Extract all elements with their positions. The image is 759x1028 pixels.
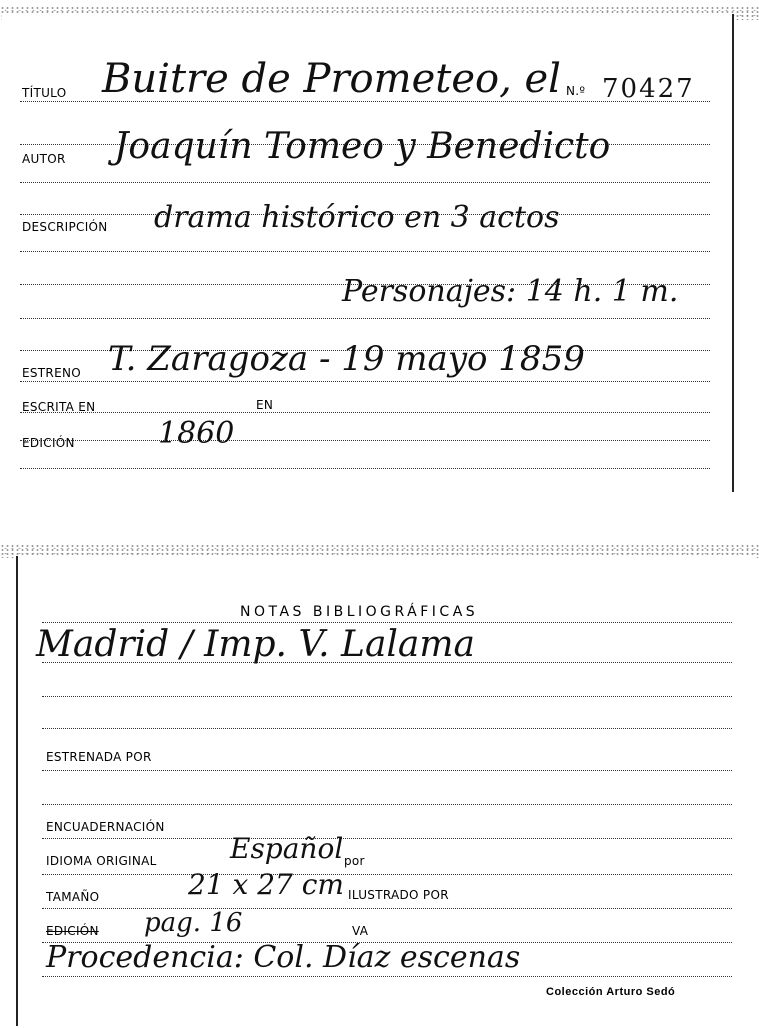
row-rule bbox=[20, 251, 710, 252]
escrita-en-label: ESCRITA EN bbox=[22, 400, 96, 414]
catalog-card-bottom bbox=[16, 556, 754, 1026]
row-rule bbox=[20, 318, 710, 319]
tamano-label: TAMAÑO bbox=[46, 890, 100, 904]
estreno-value: T. Zaragoza - 19 mayo 1859 bbox=[108, 339, 585, 379]
descripcion-value: drama histórico en 3 actos bbox=[154, 200, 560, 235]
estreno-label: ESTRENO bbox=[22, 366, 81, 380]
va-label: VA bbox=[352, 924, 369, 938]
edicion-value: pag. 16 bbox=[144, 908, 243, 938]
numero-label: N.º bbox=[566, 84, 586, 98]
numero-value: 70427 bbox=[602, 74, 695, 104]
tamano-value: 21 x 27 cm bbox=[188, 868, 344, 901]
autor-label: AUTOR bbox=[22, 152, 66, 166]
idioma-original-value: Español bbox=[230, 832, 344, 865]
ilustrado-por-label: ILUSTRADO POR bbox=[348, 888, 449, 902]
descripcion-label: DESCRIPCIÓN bbox=[22, 220, 108, 234]
procedencia-value: Procedencia: Col. Díaz escenas bbox=[46, 940, 521, 975]
notas-value: Madrid / Imp. V. Lalama bbox=[36, 624, 475, 665]
personajes-value: Personajes: 14 h. 1 m. bbox=[342, 274, 679, 309]
row-rule bbox=[20, 412, 710, 413]
row-rule bbox=[42, 770, 732, 771]
edicion-label: EDICIÓN bbox=[22, 436, 75, 450]
catalog-card-top bbox=[2, 14, 734, 492]
row-rule bbox=[20, 182, 710, 183]
row-rule bbox=[42, 874, 732, 875]
row-rule bbox=[42, 622, 732, 623]
row-rule bbox=[42, 976, 732, 977]
row-rule bbox=[42, 696, 732, 697]
coleccion-stamp: Colección Arturo Sedó bbox=[546, 986, 676, 998]
por-label: por bbox=[344, 854, 365, 868]
row-rule bbox=[42, 838, 732, 839]
row-rule bbox=[20, 381, 710, 382]
row-rule bbox=[20, 468, 710, 469]
titulo-value: Buitre de Prometeo, el bbox=[102, 56, 561, 102]
edicion-value: 1860 bbox=[158, 416, 235, 451]
titulo-label: TÍTULO bbox=[22, 86, 67, 100]
estrenada-por-label: ESTRENADA POR bbox=[46, 750, 152, 764]
edicion-label: EDICIÓN bbox=[46, 924, 99, 938]
encuadernacion-label: ENCUADERNACIÓN bbox=[46, 820, 165, 834]
notas-bibliograficas-heading: NOTAS BIBLIOGRÁFICAS bbox=[240, 604, 479, 620]
row-rule bbox=[42, 804, 732, 805]
autor-value: Joaquín Tomeo y Benedicto bbox=[114, 126, 611, 167]
row-rule bbox=[42, 728, 732, 729]
row-rule bbox=[20, 440, 710, 441]
en-label: EN bbox=[256, 398, 274, 412]
idioma-original-label: IDIOMA ORIGINAL bbox=[46, 854, 157, 868]
